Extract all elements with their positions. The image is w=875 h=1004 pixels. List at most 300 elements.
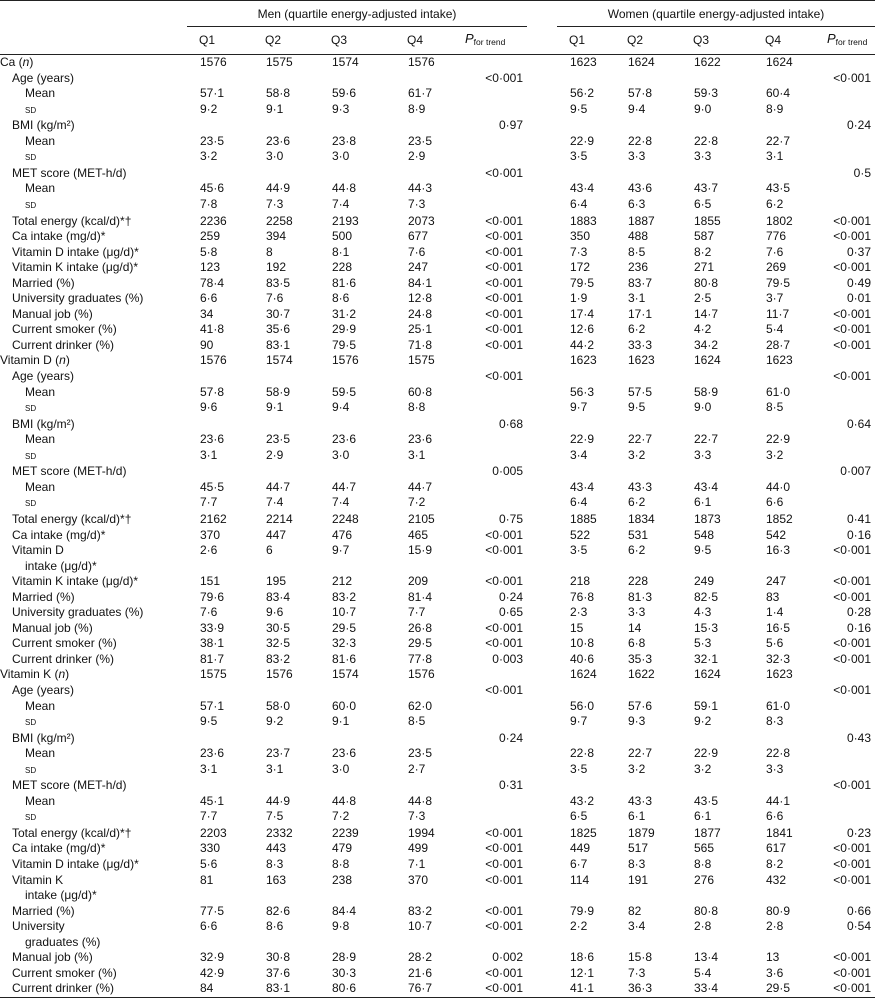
row-label-text: Mean xyxy=(25,133,56,148)
table-row xyxy=(0,55,875,71)
men-q3-value: 83·2 xyxy=(332,589,357,604)
women-p-trend-value: 0·43 xyxy=(846,730,871,745)
men-q4-value: 1576 xyxy=(408,55,435,70)
women-q4-value: 6·6 xyxy=(766,495,784,510)
men-p-trend-value xyxy=(457,55,527,71)
women-p-trend-value xyxy=(819,134,875,150)
row-label-text: Current smoker (%) xyxy=(12,322,117,337)
men-q4-value: 1994 xyxy=(408,825,435,840)
men-p-trend-value: 0·24 xyxy=(498,730,523,745)
column-gap xyxy=(527,214,557,230)
row-label xyxy=(0,480,187,496)
row-label-text: Total energy (kcal/d)*† xyxy=(12,825,132,840)
women-col-q4: Q4 xyxy=(753,26,819,55)
men-q3-value: 28·9 xyxy=(332,950,357,965)
column-gap xyxy=(527,149,557,166)
men-q4-value: 7·3 xyxy=(408,197,426,212)
row-label xyxy=(0,574,187,590)
men-p-trend-value: <0·001 xyxy=(485,527,523,542)
women-q4-value: 22·9 xyxy=(766,432,791,447)
women-q4-value xyxy=(753,118,819,134)
women-q4-value: 3·1 xyxy=(766,149,784,164)
table-row xyxy=(0,338,875,354)
men-p-trend-value: 0·97 xyxy=(498,118,523,133)
men-q4-value: 23·6 xyxy=(408,432,433,447)
women-p-trend-value: 0·49 xyxy=(846,275,871,290)
women-q3-value: 82·5 xyxy=(694,589,719,604)
column-gap xyxy=(527,417,557,433)
men-q1-value: 45·5 xyxy=(200,479,225,494)
women-q3-value: 271 xyxy=(694,260,715,275)
women-q4-value: 83 xyxy=(766,589,780,604)
men-q3-value: 1574 xyxy=(332,667,359,682)
women-q2-value: 6·2 xyxy=(628,322,646,337)
women-q3-value: 548 xyxy=(694,527,715,542)
women-p-trend-value xyxy=(819,495,875,512)
women-q3-value: 4·2 xyxy=(694,322,712,337)
table-row xyxy=(0,731,875,747)
row-label xyxy=(0,512,187,528)
women-q2-value: 1834 xyxy=(628,511,655,526)
men-q1-value: 3·1 xyxy=(200,761,218,776)
row-label xyxy=(0,873,187,904)
men-q1-value: 79·6 xyxy=(200,589,225,604)
women-q1-value xyxy=(557,731,615,747)
men-q2-value xyxy=(253,166,319,182)
men-q2-value: 443 xyxy=(266,841,287,856)
women-q3-value: 1624 xyxy=(694,353,721,368)
row-label xyxy=(0,762,187,779)
table-row xyxy=(0,981,875,997)
men-q1-value: 81 xyxy=(200,872,214,887)
women-p-trend-value: <0·001 xyxy=(833,682,871,697)
column-gap xyxy=(527,369,557,385)
women-q1-value: 6·4 xyxy=(570,495,588,510)
column-gap xyxy=(527,652,557,668)
men-q1-value: 330 xyxy=(200,841,221,856)
women-q2-value xyxy=(615,683,681,699)
column-gap xyxy=(527,590,557,606)
women-p-trend-value: 0·007 xyxy=(840,464,871,479)
table-row xyxy=(0,857,875,873)
men-q3-value: 30·3 xyxy=(332,965,357,980)
column-gap xyxy=(527,245,557,261)
table-row xyxy=(0,512,875,528)
row-label-text: sd xyxy=(25,199,37,212)
row-label-text: Vitamin K xyxy=(12,872,64,887)
row-label-italic: n xyxy=(22,55,30,70)
women-q4-value xyxy=(753,464,819,480)
row-label-italic: n xyxy=(59,353,66,368)
row-label-text: Total energy (kcal/d)*† xyxy=(12,213,132,228)
women-q1-value: 18·6 xyxy=(570,950,595,965)
men-q1-value: 90 xyxy=(200,337,214,352)
women-q2-value: 57·8 xyxy=(628,86,653,101)
men-q4-value: 2073 xyxy=(408,213,435,228)
table-row xyxy=(0,966,875,982)
row-label xyxy=(0,214,187,230)
men-p-trend-value: <0·001 xyxy=(485,229,523,244)
row-label xyxy=(0,102,187,119)
row-label xyxy=(0,590,187,606)
women-q4-value: 542 xyxy=(766,527,787,542)
women-q1-value: 2·2 xyxy=(570,919,588,934)
men-p-trend-value: <0·001 xyxy=(485,965,523,980)
men-q4-value: 10·7 xyxy=(408,919,433,934)
row-label-text: BMI (kg/m²) xyxy=(12,730,75,745)
row-label xyxy=(0,149,187,166)
column-gap xyxy=(527,353,557,369)
row-label-italic: n xyxy=(58,667,66,682)
men-q1-value: 32·9 xyxy=(200,950,225,965)
women-q3-value: 43·7 xyxy=(694,181,719,196)
women-q2-value: 1887 xyxy=(628,213,655,228)
men-q2-value: 83·2 xyxy=(266,651,291,666)
table-row xyxy=(0,495,875,512)
column-gap xyxy=(527,683,557,699)
row-label xyxy=(0,746,187,762)
women-p-trend-value xyxy=(819,667,875,683)
women-q2-value: 8·3 xyxy=(628,856,646,871)
men-q2-value: 163 xyxy=(266,872,287,887)
women-q1-value: 1624 xyxy=(570,667,597,682)
women-q3-value: 8·2 xyxy=(694,244,712,259)
men-q4-value: 7·3 xyxy=(408,809,426,824)
women-q1-value: 40·6 xyxy=(570,651,595,666)
men-q1-value xyxy=(187,71,253,87)
men-q2-value: 7·4 xyxy=(266,495,284,510)
women-q3-value: 6·5 xyxy=(694,197,712,212)
men-q1-value: 57·1 xyxy=(200,86,225,101)
women-q1-value: 56·3 xyxy=(570,384,595,399)
women-p-trend-value: 0·28 xyxy=(846,605,871,620)
row-label xyxy=(0,338,187,354)
women-q4-value: 269 xyxy=(766,260,787,275)
women-q1-value xyxy=(557,71,615,87)
men-q3-value: 44·8 xyxy=(332,793,357,808)
women-q3-value: 3·3 xyxy=(694,149,712,164)
table-row xyxy=(0,480,875,496)
table-row xyxy=(0,71,875,87)
women-col-q1: Q1 xyxy=(557,26,615,55)
column-gap xyxy=(527,528,557,544)
men-q3-value: 8·1 xyxy=(332,244,350,259)
women-q4-value: 3·6 xyxy=(766,965,784,980)
women-q1-value xyxy=(557,166,615,182)
women-p-trend-value: <0·001 xyxy=(833,260,871,275)
row-label xyxy=(0,857,187,873)
women-p-trend-value: 0·16 xyxy=(846,620,871,635)
women-p-trend-value xyxy=(819,809,875,826)
row-label-text: Current drinker (%) xyxy=(12,981,115,996)
men-q2-value: 9·6 xyxy=(266,605,284,620)
row-label-text: sd xyxy=(25,716,37,729)
men-q2-value: 192 xyxy=(266,260,287,275)
women-q4-value: 6·6 xyxy=(766,809,784,824)
men-q2-value: 83·5 xyxy=(266,275,291,290)
men-q1-value: 78·4 xyxy=(200,275,225,290)
men-p-symbol: P xyxy=(465,30,474,46)
men-q1-value: 5·8 xyxy=(200,244,218,259)
table-row xyxy=(0,714,875,731)
men-q2-value: 37·6 xyxy=(266,965,291,980)
men-q1-value: 7·6 xyxy=(200,605,218,620)
men-q2-value: 44·9 xyxy=(266,793,291,808)
column-gap xyxy=(527,338,557,354)
row-label xyxy=(0,495,187,512)
women-q4-value: 28·7 xyxy=(766,337,791,352)
men-q1-value xyxy=(187,166,253,182)
men-p-trend-value: <0·001 xyxy=(485,903,523,918)
women-p-trend-value: <0·001 xyxy=(833,543,871,558)
men-q1-value: 6·6 xyxy=(200,919,218,934)
men-q4-value: 8·8 xyxy=(408,400,426,415)
women-q4-value: 617 xyxy=(766,841,787,856)
row-label-text: Mean xyxy=(25,181,56,196)
row-label-text: Current smoker (%) xyxy=(12,965,117,980)
column-gap xyxy=(527,981,557,997)
column-gap xyxy=(527,197,557,214)
women-q2-value: 82 xyxy=(628,903,642,918)
column-gap xyxy=(527,322,557,338)
men-q3-value: 9·4 xyxy=(332,400,350,415)
men-q3-value xyxy=(319,71,395,87)
women-q1-value xyxy=(557,778,615,794)
column-gap xyxy=(527,794,557,810)
table-row xyxy=(0,746,875,762)
women-q2-value: 36·3 xyxy=(628,981,653,996)
men-p-trend-value: <0·001 xyxy=(485,919,523,934)
table-row xyxy=(0,181,875,197)
women-q4-value: 1623 xyxy=(766,667,793,682)
men-q2-value xyxy=(253,417,319,433)
row-label xyxy=(0,778,187,794)
men-q1-value: 57·8 xyxy=(200,384,225,399)
men-p-trend-value: <0·001 xyxy=(485,244,523,259)
women-q4-value: 1802 xyxy=(766,213,793,228)
women-q1-value: 1·9 xyxy=(570,291,588,306)
men-q3-value xyxy=(319,464,395,480)
women-p-trend-value xyxy=(819,699,875,715)
row-label xyxy=(0,605,187,621)
men-q3-value: 3·0 xyxy=(332,447,350,462)
column-gap xyxy=(527,276,557,292)
men-q2-value: 3·0 xyxy=(266,149,284,164)
men-q1-value: 370 xyxy=(200,527,221,542)
table-row xyxy=(0,543,875,574)
men-q4-value: 84·1 xyxy=(408,275,433,290)
men-q1-value: 23·5 xyxy=(200,133,225,148)
men-p-trend-value: 0·75 xyxy=(498,511,523,526)
women-q1-value: 79·9 xyxy=(570,903,595,918)
women-q4-value: 1841 xyxy=(766,825,793,840)
table-row xyxy=(0,276,875,292)
women-q2-value: 33·3 xyxy=(628,337,653,352)
men-q1-value xyxy=(187,778,253,794)
row-label-text: Current drinker (%) xyxy=(12,337,115,352)
women-p-trend-value: <0·001 xyxy=(833,213,871,228)
men-q4-value: 8·9 xyxy=(408,101,426,116)
men-q1-value: 33·9 xyxy=(200,620,225,635)
row-label-text: sd xyxy=(25,449,37,462)
men-q2-value: 8 xyxy=(266,244,273,259)
women-p-trend-value: <0·001 xyxy=(833,337,871,352)
table-row xyxy=(0,353,875,369)
women-q1-value: 1883 xyxy=(570,213,597,228)
men-group-header: Men (quartile energy-adjusted intake) xyxy=(187,1,527,26)
men-q2-value: 9·1 xyxy=(266,400,284,415)
men-q2-value: 3·1 xyxy=(266,761,284,776)
women-q3-value: 59·3 xyxy=(694,86,719,101)
men-q4-value xyxy=(395,369,457,385)
women-p-trend-header xyxy=(819,26,875,55)
table-row xyxy=(0,229,875,245)
row-label xyxy=(0,826,187,842)
row-label-text: Married (%) xyxy=(12,275,75,290)
men-q4-value: 677 xyxy=(408,229,429,244)
women-q1-value: 522 xyxy=(570,527,591,542)
women-q1-value: 44·2 xyxy=(570,337,595,352)
row-label xyxy=(0,464,187,480)
women-q2-value xyxy=(615,166,681,182)
men-q2-value: 7·3 xyxy=(266,197,284,212)
row-label xyxy=(0,307,187,323)
women-q1-value: 17·4 xyxy=(570,306,595,321)
column-gap xyxy=(527,400,557,417)
men-q1-value: 1576 xyxy=(200,55,227,70)
women-q1-value: 3·5 xyxy=(570,149,588,164)
men-q3-value: 9·7 xyxy=(332,543,350,558)
women-q4-value xyxy=(753,683,819,699)
row-label-text: Vitamin D ( xyxy=(0,353,60,368)
women-p-trend-value: 0·23 xyxy=(846,825,871,840)
table-row xyxy=(0,778,875,794)
women-q3-value: 1622 xyxy=(694,55,721,70)
men-p-trend-value: 0·002 xyxy=(492,950,523,965)
women-q1-value: 9·7 xyxy=(570,714,588,729)
men-q2-value: 394 xyxy=(266,229,287,244)
row-label-text: Ca intake (mg/d)* xyxy=(12,527,106,542)
table-row xyxy=(0,385,875,401)
men-p-trend-value: <0·001 xyxy=(485,841,523,856)
women-q3-value: 1624 xyxy=(694,667,721,682)
row-label xyxy=(0,448,187,465)
women-q2-value: 9·3 xyxy=(628,714,646,729)
men-q4-value: 44·3 xyxy=(408,181,433,196)
men-q3-value: 212 xyxy=(332,574,353,589)
women-q1-value: 43·4 xyxy=(570,181,595,196)
men-p-trend-header xyxy=(457,26,527,55)
women-p-trend-value xyxy=(819,197,875,214)
women-q1-value: 172 xyxy=(570,260,591,275)
men-p-trend-value xyxy=(457,714,527,731)
women-p-trend-value: <0·001 xyxy=(833,229,871,244)
women-q2-value: 57·5 xyxy=(628,384,653,399)
women-p-trend-value: <0·001 xyxy=(833,981,871,996)
row-label-text: University xyxy=(12,919,65,934)
men-q1-value: 6·6 xyxy=(200,291,218,306)
men-p-trend-value xyxy=(457,385,527,401)
women-q2-value: 236 xyxy=(628,260,649,275)
women-q4-value: 5·6 xyxy=(766,636,784,651)
women-q4-value: 8·3 xyxy=(766,714,784,729)
women-q4-value: 8·2 xyxy=(766,856,784,871)
women-q2-value: 7·3 xyxy=(628,965,646,980)
women-p-trend-value: 0·5 xyxy=(853,165,871,180)
men-q2-value: 35·6 xyxy=(266,322,291,337)
men-q1-value xyxy=(187,731,253,747)
women-q2-value: 3·2 xyxy=(628,761,646,776)
women-q4-value xyxy=(753,731,819,747)
women-q1-value: 3·5 xyxy=(570,543,588,558)
women-q1-value xyxy=(557,683,615,699)
column-gap xyxy=(527,86,557,102)
column-gap xyxy=(527,181,557,197)
women-q1-value: 2·3 xyxy=(570,605,588,620)
column-gap xyxy=(527,291,557,307)
men-q2-value: 30·5 xyxy=(266,620,291,635)
men-p-trend-value: <0·001 xyxy=(485,543,523,558)
row-label-text: Vitamin K intake (μg/d)* xyxy=(12,260,139,275)
men-q2-value: 8·3 xyxy=(266,856,284,871)
men-p-trend-value: <0·001 xyxy=(485,856,523,871)
women-q4-value: 13 xyxy=(766,950,780,965)
row-label xyxy=(0,181,187,197)
row-label-text: Mean xyxy=(25,698,56,713)
women-q2-value: 1622 xyxy=(628,667,655,682)
column-gap xyxy=(527,746,557,762)
men-q1-value: 1576 xyxy=(200,353,227,368)
men-q1-value: 2·6 xyxy=(200,543,218,558)
women-q1-value xyxy=(557,118,615,134)
table-row xyxy=(0,260,875,276)
men-q3-value: 59·6 xyxy=(332,86,357,101)
women-p-trend-value xyxy=(819,480,875,496)
table-row xyxy=(0,652,875,668)
column-gap xyxy=(527,118,557,134)
men-q1-value: 259 xyxy=(200,229,221,244)
women-q4-value: 432 xyxy=(766,872,787,887)
women-q1-value: 43·4 xyxy=(570,479,595,494)
women-p-trend-value: <0·001 xyxy=(833,306,871,321)
row-label-continuation: intake (μg/d)* xyxy=(25,888,97,903)
men-q3-value: 476 xyxy=(332,527,353,542)
women-q3-value: 6·1 xyxy=(694,809,712,824)
men-q1-value: 3·1 xyxy=(200,447,218,462)
women-q1-value: 56·2 xyxy=(570,86,595,101)
men-q3-value: 23·6 xyxy=(332,746,357,761)
row-label-continuation: graduates (%) xyxy=(25,934,101,949)
men-q4-value: 7·7 xyxy=(408,605,426,620)
women-p-trend-value xyxy=(819,385,875,401)
table-row xyxy=(0,621,875,637)
women-q4-value: 44·0 xyxy=(766,479,791,494)
table-row xyxy=(0,841,875,857)
men-q3-value: 81·6 xyxy=(332,275,357,290)
women-q4-value: 29·5 xyxy=(766,981,791,996)
men-q1-value xyxy=(187,683,253,699)
women-p-trend-value: <0·001 xyxy=(833,636,871,651)
women-q3-value: 587 xyxy=(694,229,715,244)
row-label xyxy=(0,71,187,87)
men-p-trend-value: <0·001 xyxy=(485,70,523,85)
row-label xyxy=(0,197,187,214)
men-q2-value: 7·5 xyxy=(266,809,284,824)
row-label-text: Vitamin K ( xyxy=(0,667,59,682)
table-row xyxy=(0,214,875,230)
men-q4-value: 247 xyxy=(408,260,429,275)
men-q3-value xyxy=(319,118,395,134)
